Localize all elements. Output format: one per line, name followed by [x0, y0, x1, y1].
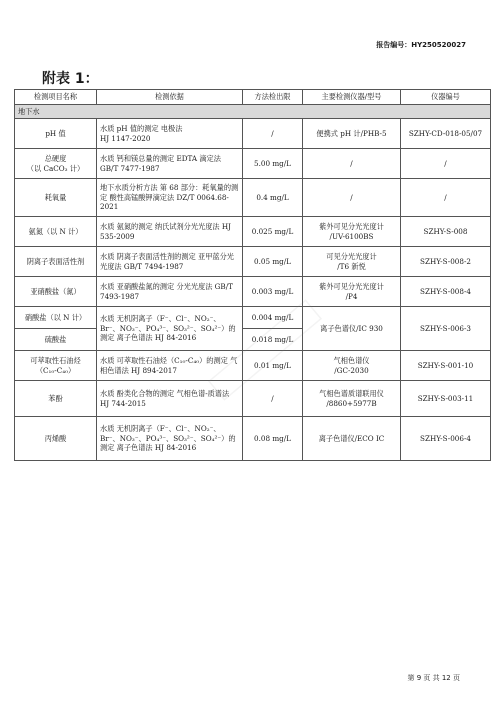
- detection-method-table: [14, 89, 491, 461]
- header-instrument: 主要检测仪器/型号: [303, 90, 401, 105]
- limit-cell: 0.01 mg/L: [243, 351, 303, 381]
- table-row: [15, 417, 491, 461]
- instrument-id-cell: SZHY-S-003-11: [401, 381, 491, 417]
- basis-cell: 水质 无机阴离子（F⁻、Cl⁻、NO₂⁻、Br⁻、NO₃⁻、PO₄³⁻、SO₃²⁻、SO₄²⁻）的测定 离子色谱法 HJ 84-2016: [97, 417, 243, 461]
- instrument-id-cell: SZHY-S-001-10: [401, 351, 491, 381]
- basis-cell: 地下水质分析方法 第 68 部分：耗氧量的测定 酸性高锰酸钾滴定法 DZ/T 0064.68-2021: [97, 179, 243, 217]
- section-row: [15, 105, 491, 119]
- table-row: [15, 247, 491, 277]
- table-row: [15, 307, 491, 329]
- header-limit: 方法检出限: [243, 90, 303, 105]
- item-cell: 氨氮（以 N 计）: [15, 217, 97, 247]
- table-row: [15, 351, 491, 381]
- section-groundwater: 地下水: [15, 105, 491, 119]
- item-cell: 阴离子表面活性剂: [15, 247, 97, 277]
- instrument-cell: 离子色谱仪/ECO IC: [303, 417, 401, 461]
- item-cell: 可萃取性石油烃 （C₁₀-C₄₀）: [15, 351, 97, 381]
- instrument-id-cell: /: [401, 149, 491, 179]
- basis-cell: 水质 氨氮的测定 纳氏试剂分光光度法 HJ 535-2009: [97, 217, 243, 247]
- item-cell: pH 值: [15, 119, 97, 149]
- basis-cell: 水质 钙和镁总量的测定 EDTA 滴定法 GB/T 7477-1987: [97, 149, 243, 179]
- page-footer: 第 9 页 共 12 页: [407, 674, 460, 682]
- instrument-id-cell: SZHY-S-008-2: [401, 247, 491, 277]
- header-basis: 检测依据: [97, 90, 243, 105]
- table-row: [15, 381, 491, 417]
- instrument-cell: 气相色谱仪 /GC-2030: [303, 351, 401, 381]
- instrument-cell: 紫外可见分光光度计 /P4: [303, 277, 401, 307]
- instrument-cell: 气相色谱质谱联用仪 /8860+5977B: [303, 381, 401, 417]
- report-number: 报告编号：HY250520027: [376, 41, 466, 49]
- instrument-cell: /: [303, 149, 401, 179]
- basis-cell: 水质 pH 值的测定 电极法 HJ 1147-2020: [97, 119, 243, 149]
- basis-cell: 水质 无机阴离子（F⁻、Cl⁻、NO₂⁻、Br⁻、NO₃⁻、PO₄³⁻、SO₃²⁻、SO₄²⁻）的测定 离子色谱法 HJ 84-2016: [97, 307, 243, 351]
- instrument-id-cell: SZHY-S-008: [401, 217, 491, 247]
- item-cell: 硫酸盐: [15, 329, 97, 351]
- limit-cell: 0.4 mg/L: [243, 179, 303, 217]
- limit-cell: /: [243, 381, 303, 417]
- header-instrument-id: 仪器编号: [401, 90, 491, 105]
- instrument-cell: 离子色谱仪/IC 930: [303, 307, 401, 351]
- appendix-title: 附表 1：: [42, 71, 99, 87]
- item-cell: 总硬度 （以 CaCO₃ 计）: [15, 149, 97, 179]
- table-row: [15, 217, 491, 247]
- table-header-row: [15, 90, 491, 105]
- limit-cell: 0.018 mg/L: [243, 329, 303, 351]
- instrument-id-cell: SZHY-S-008-4: [401, 277, 491, 307]
- limit-cell: 0.004 mg/L: [243, 307, 303, 329]
- instrument-id-cell: SZHY-S-006-4: [401, 417, 491, 461]
- item-cell: 亚硝酸盐（氮）: [15, 277, 97, 307]
- instrument-cell: 便携式 pH 计/PHB-5: [303, 119, 401, 149]
- instrument-id-cell: SZHY-S-006-3: [401, 307, 491, 351]
- table-row: [15, 119, 491, 149]
- item-cell: 耗氧量: [15, 179, 97, 217]
- basis-cell: 水质 酚类化合物的测定 气相色谱-质谱法 HJ 744-2015: [97, 381, 243, 417]
- instrument-cell: /: [303, 179, 401, 217]
- instrument-id-cell: SZHY-CD-018-05/07: [401, 119, 491, 149]
- limit-cell: 5.00 mg/L: [243, 149, 303, 179]
- instrument-cell: 可见分光光度计 /T6 新悦: [303, 247, 401, 277]
- instrument-cell: 紫外可见分光光度计 /UV-6100BS: [303, 217, 401, 247]
- item-cell: 硝酸盐（以 N 计）: [15, 307, 97, 329]
- instrument-id-cell: /: [401, 179, 491, 217]
- item-cell: 苯酚: [15, 381, 97, 417]
- item-cell: 丙烯酸: [15, 417, 97, 461]
- basis-cell: 水质 阴离子表面活性剂的测定 亚甲蓝分光光度法 GB/T 7494-1987: [97, 247, 243, 277]
- header-item: 检测项目名称: [15, 90, 97, 105]
- table-row: [15, 179, 491, 217]
- limit-cell: 0.003 mg/L: [243, 277, 303, 307]
- limit-cell: /: [243, 119, 303, 149]
- table-row: [15, 149, 491, 179]
- limit-cell: 0.05 mg/L: [243, 247, 303, 277]
- basis-cell: 水质 亚硝酸盐氮的测定 分光光度法 GB/T 7493-1987: [97, 277, 243, 307]
- limit-cell: 0.08 mg/L: [243, 417, 303, 461]
- limit-cell: 0.025 mg/L: [243, 217, 303, 247]
- table-row: [15, 277, 491, 307]
- basis-cell: 水质 可萃取性石油烃（C₁₀-C₄₀）的测定 气相色谱法 HJ 894-2017: [97, 351, 243, 381]
